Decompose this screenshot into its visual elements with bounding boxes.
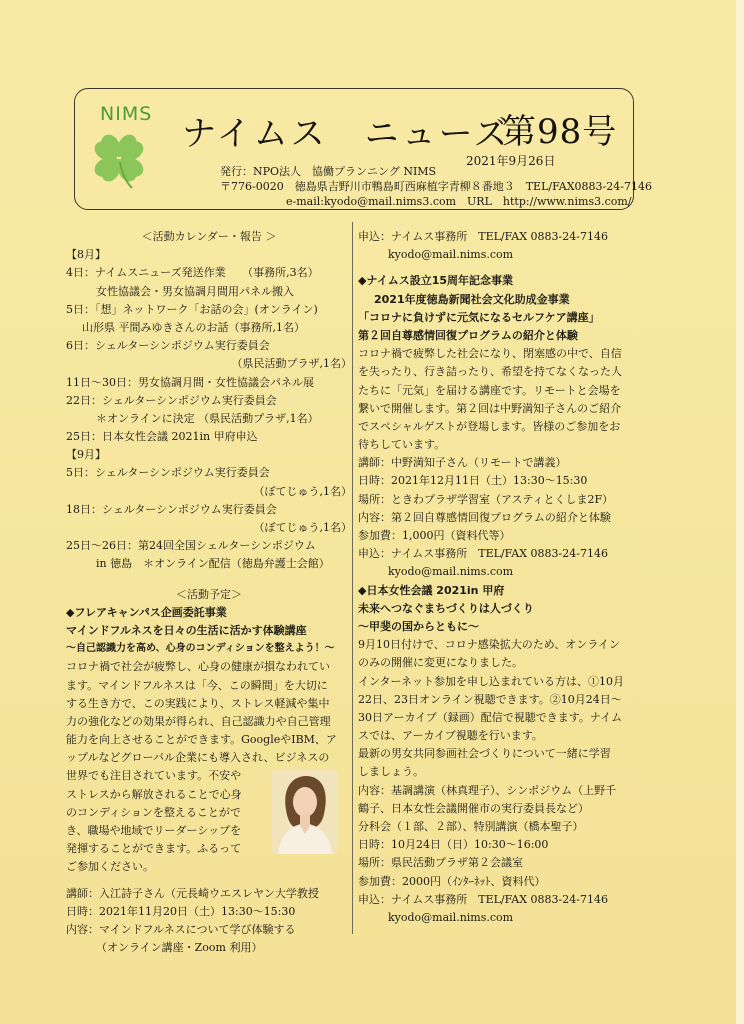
newsletter-title: ナイムス ニューズ	[182, 114, 511, 154]
conference-body-line: 申込：ナイムス事務所 TEL/FAX 0883-24-7146	[358, 892, 608, 906]
plan-body-line: ます。マインドフルネスは「今、この瞬間」を大切に	[66, 678, 328, 692]
calendar-entry: ＊オンラインに決定 （県民活動プラザ,1名）	[96, 411, 319, 425]
email-address: kyodo@mail.nims.com	[388, 565, 514, 579]
anniversary-detail: 講師：中野満知子さん（リモートで講義）	[358, 456, 567, 470]
plan-body-line: 能力を向上させることができます。GoogleやIBM、ア	[66, 733, 337, 747]
conference-heading: ◆日本女性会議 2021in 甲府	[358, 583, 505, 597]
anniversary-body-line: たちに「元気」を届ける講座です。リモートと会場を	[358, 383, 621, 397]
anniversary-detail: 申込：ナイムス事務所 TEL/FAX 0883-24-7146	[358, 547, 608, 561]
page-edge	[736, 0, 744, 1024]
apply-line: 申込：ナイムス事務所 TEL/FAX 0883-24-7146	[358, 230, 608, 243]
calendar-heading: ＜活動カレンダー・報告 ＞	[141, 230, 277, 243]
plan-detail: 日時：2021年11月20日（土）13:30～15:30	[66, 904, 296, 918]
anniversary-body-line: でスペシャルゲストが登場します。皆様のご参加をお	[358, 419, 621, 433]
email-address: kyodo@mail.nims.com	[388, 248, 514, 262]
conference-body-line: 9月10日付けで、コロナ感染拡大のため、オンライン	[358, 638, 621, 652]
anniversary-body-line: 繋いで開催します。第２回は中野満知子さんのご紹介	[358, 401, 622, 415]
anniversary-course: 「コロナに負けずに元気になるセルフケア講座」	[358, 310, 600, 324]
plan-body-line: き、職場や地域でリーダーシップを	[66, 824, 242, 837]
anniversary-detail: 内容：第２回自尊感情回復プログラムの紹介と体験	[358, 510, 611, 524]
anniversary-heading: ◆ナイムス設立15周年記念事業	[358, 274, 513, 288]
anniversary-sub: 2021年度徳島新聞社会文化助成金事業	[374, 292, 570, 306]
calendar-entry: 22日：シェルターシンポジウム実行委員会	[66, 393, 277, 407]
plan-body-line: する生き方で、この実践により、ストレス軽減や集中	[66, 696, 330, 710]
lecturer-photo	[272, 770, 338, 854]
plan-body-line: 力の強化などの効果が得られ、自己認識力や自己管理	[66, 714, 331, 728]
anniversary-body-line: コロナ禍で疲弊した社会になり、閉塞感の中で、自信	[358, 347, 622, 361]
conference-theme-sub: ～甲斐の国からともに～	[358, 619, 479, 633]
plan-detail: 内容：マインドフルネスについて学び体験する	[66, 922, 296, 936]
conference-body-line: スでは、アーカイブ視聴を行います。	[358, 729, 543, 743]
anniversary-body-line: を失ったり、行き詰ったり、希望を持てなくなった人	[358, 365, 622, 379]
plan-body-line: コロナ禍で社会が疲弊し、心身の健康が損なわれてい	[66, 660, 330, 674]
conference-theme: 未来へつなぐまちづくりは人づくり	[358, 601, 534, 615]
conference-body-line: 分科会（１部、２部）、特別講演（橋本聖子）	[358, 820, 584, 833]
conference-body-line: 最新の男女共同参画社会づくりについて一緒に学習	[358, 747, 611, 761]
plan-body-line: のコンディションを整えることがで	[66, 805, 241, 819]
right-column	[358, 228, 656, 927]
contact-line: e-mail:kyodo@mail.nims3.com URL http://www.nims3.com/	[286, 195, 632, 208]
calendar-entry: 5日：シェルターシンポジウム実行委員会	[66, 466, 270, 480]
calendar-entry: 25日～26日：第24回全国シェルターシンポジウム	[66, 539, 316, 553]
conference-body-line: インターネット参加を申し込まれている方は、①10月	[358, 674, 625, 688]
calendar-entry: 25日：日本女性会議 2021in 甲府申込	[66, 430, 258, 444]
plan-subtitle: マインドフルネスを日々の生活に活かす体験講座	[66, 623, 307, 637]
calendar-entry: 11日～30日：男女協調月間・女性協議会パネル展	[66, 375, 314, 389]
conference-body-line: 場所：県民活動プラザ第２会議室	[358, 856, 523, 870]
address-line: 〒776-0020 徳島県吉野川市鴨島町西麻植字青柳８番地３ TEL/FAX0883-24-7146	[220, 180, 652, 193]
calendar-entry: 5日：「想」ネットワーク「お話の会」(オンライン)	[66, 302, 318, 316]
plan-body-line: 世界でも注目されています。不安や	[66, 769, 242, 783]
calendar-entry: 山形県 平間みゆきさんのお話（事務所,1名）	[82, 320, 305, 334]
anniversary-detail: 日時：2021年12月11日（土）13:30～15:30	[358, 474, 588, 488]
plan-detail: 講師：入江詩子さん（元長崎ウエスレヤン大学教授	[66, 886, 319, 900]
conference-body-line: 内容：基調講演（林真理子）、シンポジウム（上野千	[358, 783, 617, 797]
calendar-entry: （県民活動プラザ,1名）	[231, 357, 352, 371]
plan-body-line: 発揮することができます。ふるって	[66, 842, 242, 856]
calendar-entry: （ぼてじゅう,1名）	[253, 484, 352, 498]
plan-body-line: ストレスから解放されることで心身	[66, 787, 242, 801]
plan-body-line: ップルなどグローバル企業にも導入され、ビジネスの	[66, 751, 330, 765]
anniversary-detail: 場所：ときわプラザ学習室（アスティとくしま2F）	[358, 492, 614, 506]
conference-body-line: 22日、23日オンライン視聴できます。②10月24日～	[358, 692, 622, 706]
conference-body-line: しましょう。	[358, 765, 424, 779]
issue-date: 2021年9月26日	[466, 154, 556, 168]
calendar-entry: 女性協議会・男女協調月間用パネル搬入	[96, 284, 294, 298]
conference-body-line: 日時：10月24日（日）10:30～16:00	[358, 838, 549, 852]
email-address: kyodo@mail.nims.com	[388, 910, 514, 924]
calendar-entry: （ぼてじゅう,1名）	[253, 521, 352, 534]
calendar-entry: 4日：ナイムスニューズ発送作業 （事務所,3名）	[66, 266, 319, 280]
anniversary-body-line: 待ちしています。	[358, 438, 446, 452]
anniversary-detail: 参加費：1,000円（資料代等）	[358, 529, 511, 542]
anniversary-program: 第２回自尊感情回復プログラムの紹介と体験	[358, 328, 578, 342]
plan-title: ◆フレアキャンパス企画委託事業	[66, 605, 227, 619]
plan-tagline: ～自己認識力を高め、心身のコンディションを整えよう！～	[66, 643, 335, 655]
plans-heading: ＜活動予定＞	[176, 587, 242, 601]
conference-body-line: 参加費：2000円（ｲﾝﾀｰﾈｯﾄ、資料代）	[358, 874, 546, 888]
conference-body-line: 鶴子、日本女性会議開催市の実行委員長など）	[358, 801, 589, 815]
publisher-line: 発行：NPO法人 協働プランニング NIMS	[220, 165, 437, 178]
conference-body-line: のみの開催に変更になりました。	[358, 656, 523, 670]
plan-body-line: ご参加ください。	[66, 860, 154, 874]
nims-logo-text: NIMS	[100, 103, 153, 125]
calendar-entry: in 徳島 ＊オンライン配信（徳島弁護士会館）	[96, 557, 330, 571]
calendar-entry: 18日：シェルターシンポジウム実行委員会	[66, 502, 277, 516]
column-divider	[352, 222, 353, 934]
august-heading: 【8月】	[66, 248, 106, 262]
september-heading: 【9月】	[66, 448, 106, 462]
conference-body-line: 30日アーカイブ（録画）配信で視聴できます。ナイム	[358, 710, 623, 724]
issue-number: 第98号	[502, 112, 618, 152]
clover-logo-icon	[86, 126, 152, 192]
plan-detail: （オンライン講座・Zoom 利用）	[96, 941, 263, 955]
calendar-entry: 6日：シェルターシンポジウム実行委員会	[66, 339, 270, 353]
